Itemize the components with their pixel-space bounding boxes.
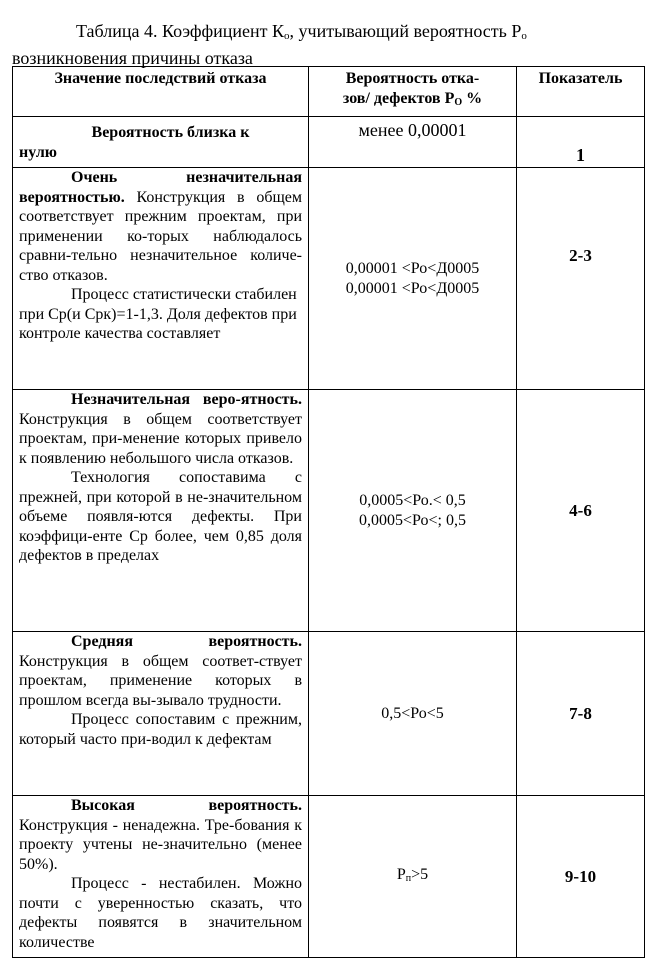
header-probability [309,67,517,117]
caption-line-1 [12,20,642,47]
caption-subscript-2: о [521,30,527,42]
table-caption [12,20,642,69]
row-2-probability-2: 0,00001 <Ро<Д0005 [345,279,480,297]
row-2-probability [309,168,517,390]
row-5-probability-symbol: Р [396,865,406,883]
table-row [13,390,645,632]
coefficient-table [12,66,645,958]
row-2-paragraph-1 [19,168,302,285]
header-probability-subscript: О [454,96,463,108]
row-4-paragraph-1 [19,632,302,710]
row-4-text-2: Процесс сопоставим с прежним, который часто при-водил к дефектам [19,711,302,748]
header-score: Показатель [517,67,645,117]
row-3-probability-2: 0,0005<Ро<; 0,5 [359,511,466,529]
row-5-text-1: Конструкция - ненадежна. Тре-бования к проекту учтены не-значительно (менее 50%). [19,816,302,873]
header-consequence: Значение последствий отказа [13,67,309,117]
row-4-probability: 0,5<Ро<5 [309,632,517,796]
row-2-text-1: Конструкция в общем соответствует прежним проектам, при применении ко-торых наблюдалось сравни-тельно незначительное количе-ство отказов. [19,188,302,284]
row-4-consequence [13,632,309,796]
table-row [13,168,645,390]
row-5-paragraph-1 [19,796,302,874]
table-row [13,632,645,796]
header-probability-line-2 [315,89,510,113]
row-1-title: Вероятность близка к [91,124,250,141]
row-4-title: Средняя вероятность. [71,633,302,650]
header-probability-unit: % [462,89,483,107]
table-row [13,796,645,958]
row-5-score: 9-10 [517,796,645,958]
row-5-title: Высокая вероятность. [71,797,302,814]
row-5-probability-tail: >5 [411,865,429,883]
row-5-probability-subscript: п [405,872,412,884]
row-3-text-2: Технология сопоставима с прежней, при которой в не-значительном объеме появля-ются дефекты. При коэффици-енте Ср более, чем 0,85 доля дефектов в пределах [19,469,302,564]
row-5-consequence [13,796,309,958]
row-3-title: Незначительная веро-ятность. [71,391,302,408]
row-5-text-2: Процесс - нестабилен. Можно почти с уверенностью сказать, что дефекты появятся в значительном количестве [19,875,302,951]
row-1-probability: менее 0,00001 [309,117,517,168]
row-1-consequence [13,117,309,168]
row-3-consequence [13,390,309,632]
row-3-paragraph-1 [19,390,302,468]
row-2-probability-1: 0,00001 <Ро<Д0005 [345,260,480,277]
caption-line-2: возникновения причины отказа [12,48,253,68]
row-4-text-1: Конструкция в общем соответ-ствует проектам, применение которых в прошлом всегда вы-зывало трудности. [19,652,302,709]
row-4-score: 7-8 [517,632,645,796]
caption-text-mid: , учитывающий вероятность Р [289,21,522,41]
header-probability-symbol: Р [440,89,455,107]
row-3-probability-1: 0,0005<Ро.< 0,5 [359,492,466,509]
caption-text: Таблица 4. Коэффициент К [76,21,285,41]
header-probability-text: зов/ дефектов [342,89,441,107]
header-row [13,67,645,117]
header-probability-line-1: Вероятность отка- [345,70,480,87]
row-1-score: 1 [517,117,645,168]
row-2-score: 2-3 [517,168,645,390]
row-3-score: 4-6 [517,390,645,632]
row-5-probability [309,796,517,958]
row-3-probability [309,390,517,632]
table-row [13,117,645,168]
row-1-title-tail: нулю [19,143,58,161]
row-2-consequence [13,168,309,390]
row-2-text-2: Процесс статистически стабилен при Ср(и Срк)=1-1,3. Доля дефектов при контроле качества составляет [19,286,297,342]
caption-subscript: о [284,30,290,42]
row-2-title: Очень незначительная вероятностью. [19,169,302,206]
row-3-text-1: Конструкция в общем соответствует проектам, при-менение которых привело к появлению небольшого числа отказов. [19,410,302,467]
